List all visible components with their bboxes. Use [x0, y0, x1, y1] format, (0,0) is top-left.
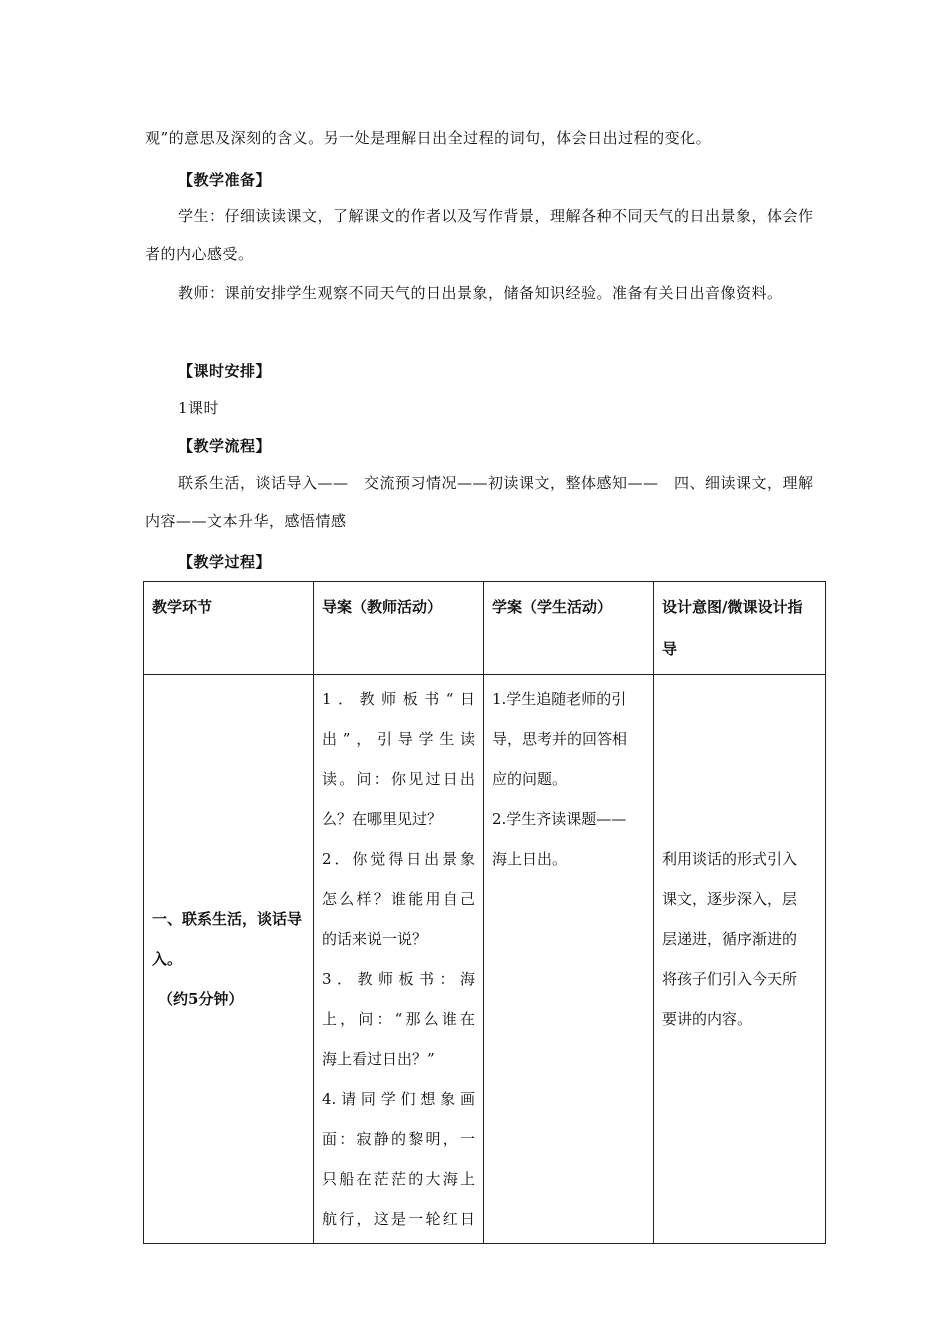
design-line: 利用谈话的形式引入: [662, 850, 798, 868]
header-teacher-activity: 导案（教师活动）: [314, 582, 484, 675]
design-intent-text: [662, 839, 817, 1039]
process-heading: 【教学过程】: [178, 553, 272, 571]
teacher-line: 上，问：“那么谁在: [322, 1010, 475, 1028]
teacher-line: 只船在茫茫的大海上: [322, 1170, 475, 1188]
table-row: [144, 675, 826, 1244]
student-line: 1.学生追随老师的引: [492, 690, 627, 708]
teacher-line: 3．教师板书：海: [322, 970, 475, 988]
intro-paragraph: 观”的意思及深刻的含义。另一处是理解日出全过程的词句，体会日出过程的变化。: [145, 129, 712, 147]
teacher-line: 海上看过日出？”: [322, 1050, 435, 1068]
prep-student-paragraph: 学生：仔细读读课文，了解课文的作者以及写作背景，理解各种不同天气的日出景象，体会作者的内心感受。: [145, 207, 814, 263]
header-design-intent: 设计意图/微课设计指导: [654, 582, 826, 675]
teacher-activity-cell: [314, 675, 484, 1244]
teacher-line: 2．你觉得日出景象: [322, 850, 475, 868]
teacher-line: 读。问：你见过日出: [322, 770, 475, 788]
student-activity-cell: [484, 675, 654, 1244]
teacher-line: 怎么样？谁能用自己: [322, 890, 475, 908]
header-stage: 教学环节: [144, 582, 314, 675]
teacher-line: 1．教师板书“日: [322, 690, 475, 708]
teacher-line: 面：寂静的黎明，一: [322, 1130, 475, 1148]
schedule-heading: 【课时安排】: [178, 362, 272, 380]
student-line: 导，思考并的回答相: [492, 730, 628, 748]
schedule-text: 1课时: [178, 399, 220, 417]
flow-heading: 【教学流程】: [178, 437, 272, 455]
stage-title: 一、联系生活，谈话导入。: [152, 910, 303, 968]
student-line: 2.学生齐读课题——: [492, 810, 627, 828]
design-line: 将孩子们引入今天所: [662, 970, 798, 988]
student-line: 海上日出。: [492, 850, 568, 868]
design-intent-cell: [654, 675, 826, 1244]
stage-time: （约5分钟）: [158, 990, 244, 1008]
header-student-activity: 学案（学生活动）: [484, 582, 654, 675]
teacher-line: 么？在哪里见过？: [322, 810, 443, 828]
teacher-line: 的话来说一说？: [322, 930, 428, 948]
teacher-line: 出”，引导学生读: [322, 730, 475, 748]
lesson-process-table: [143, 581, 826, 1244]
teacher-line: 4.请同学们想象画: [322, 1090, 475, 1108]
design-line: 要讲的内容。: [662, 1010, 753, 1028]
teacher-line: 航行，这是一轮红日: [322, 1210, 475, 1228]
design-line: 课文，逐步深入，层: [662, 890, 798, 908]
flow-paragraph: 联系生活，谈话导入—— 交流预习情况——初读课文，整体感知—— 四、细读课文，理解内容——文本升华，感悟情感: [145, 474, 814, 530]
student-line: 应的问题。: [492, 770, 568, 788]
stage-cell: [144, 675, 314, 1244]
table-header-row: [144, 582, 826, 675]
design-line: 层递进，循序渐进的: [662, 930, 798, 948]
prep-heading: 【教学准备】: [178, 171, 272, 189]
prep-teacher-paragraph: 教师：课前安排学生观察不同天气的日出景象，储备知识经验。准备有关日出音像资料。: [178, 284, 783, 302]
